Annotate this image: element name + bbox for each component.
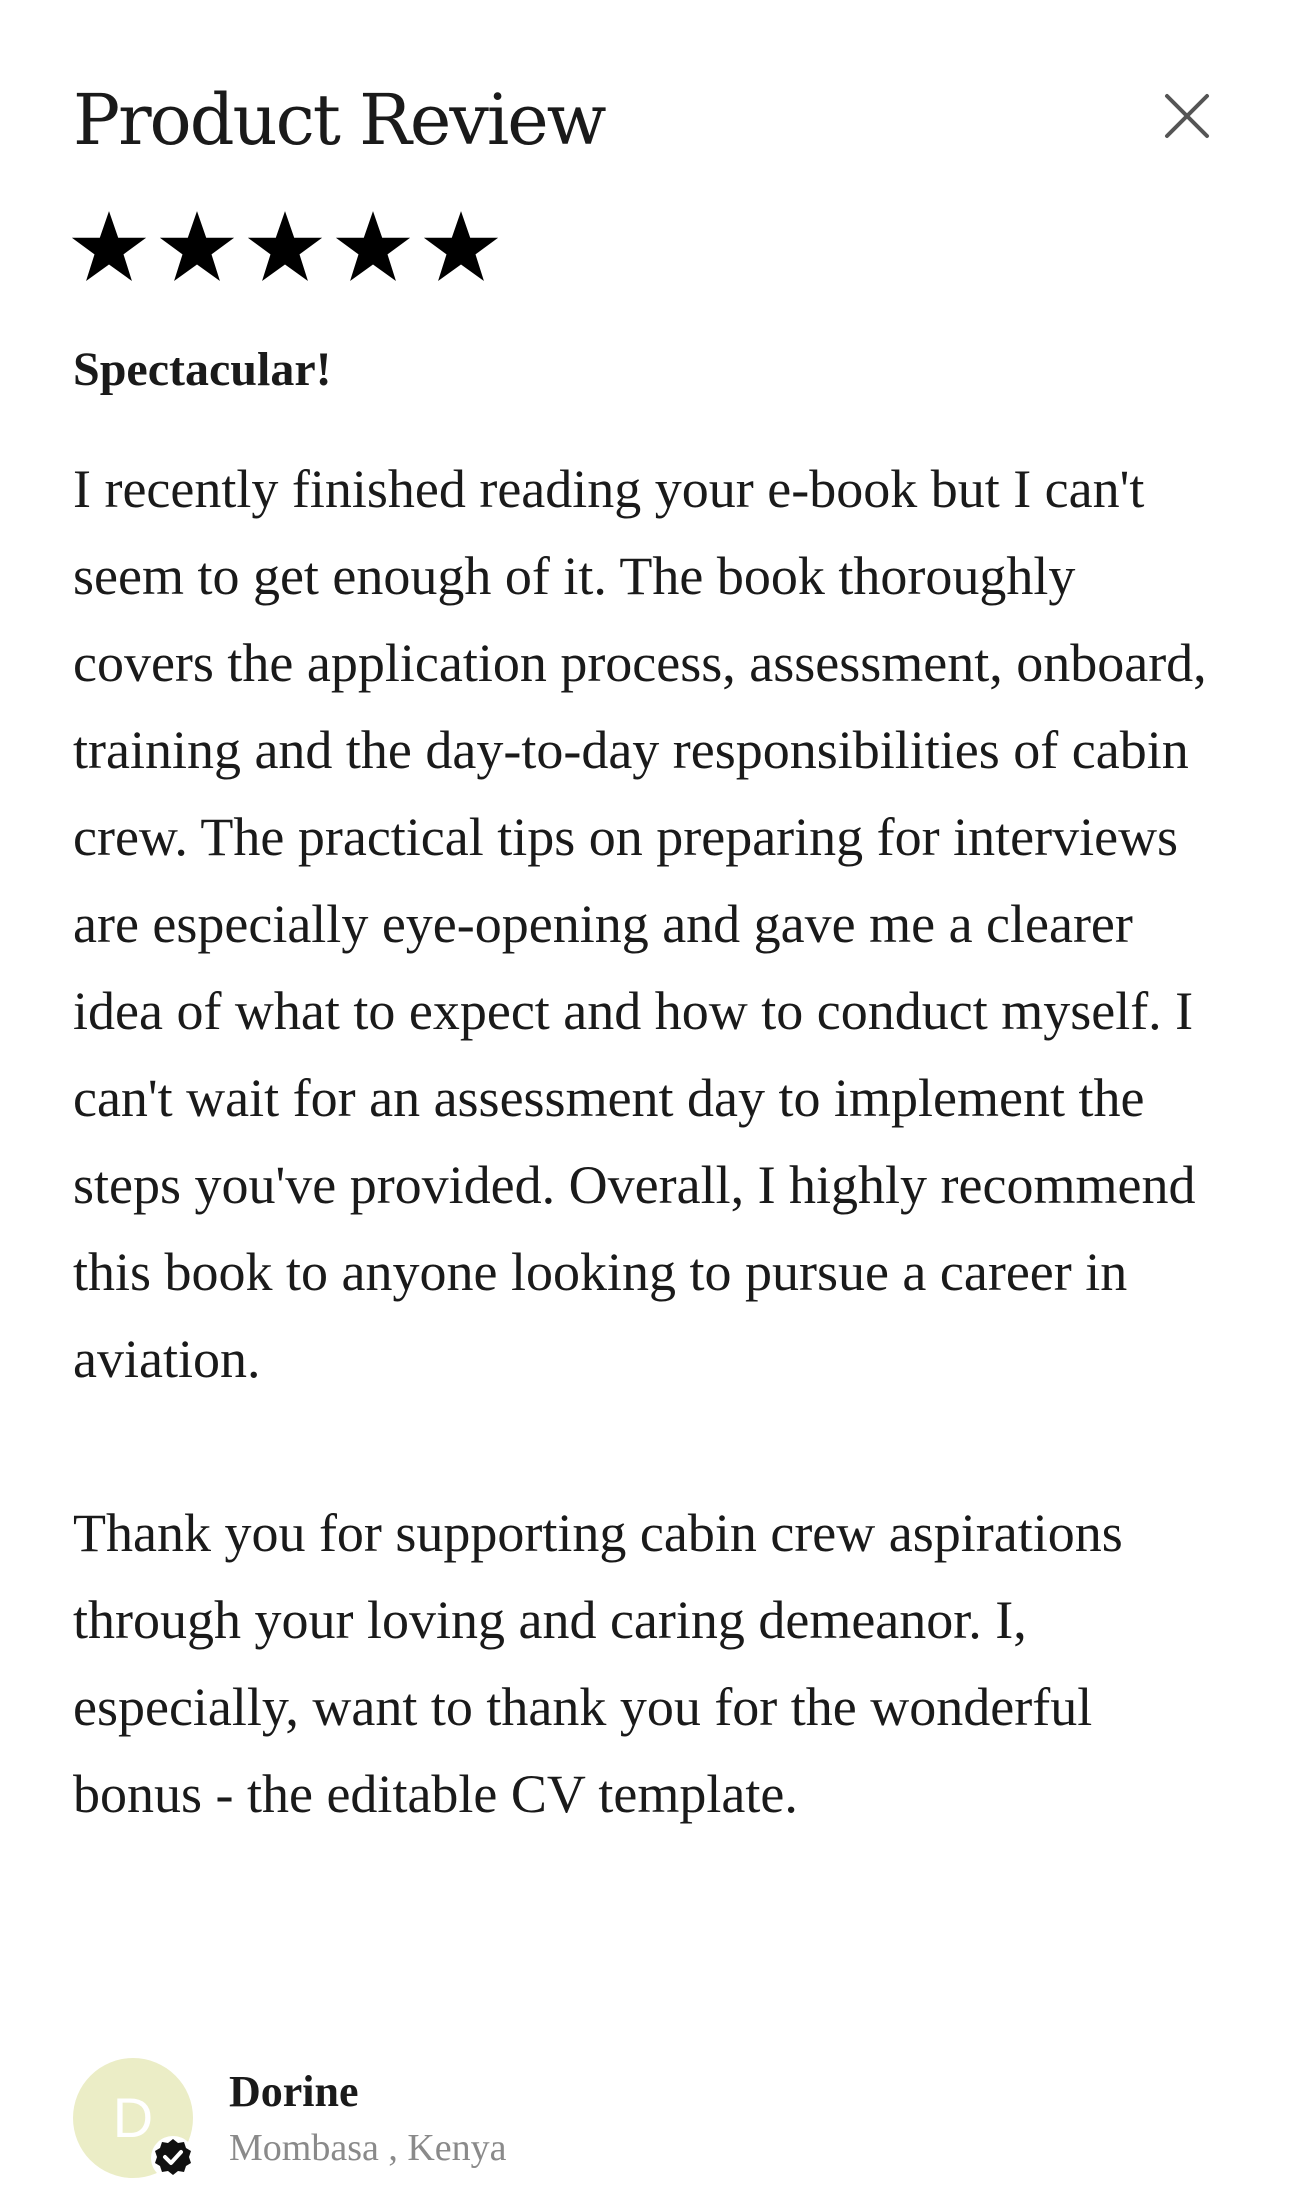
review-paragraph: I recently finished reading your e-book but I can't seem to get enough of it. The book thoroughly covers the application process, assessment, onboard, training and the day-to-day responsibilities of cabin crew. The practical tips on preparing for interviews are especially eye-opening and gave me a clearer idea of what to expect and how to conduct myself. I can't wait for an assessment day to implement the steps you've provided. Overall, I highly recommend this book to anyone looking to pursue a career in aviation. [73,459,1207,1389]
reviewer-info [73,2058,1223,2188]
review-paragraph: Thank you for supporting cabin crew aspirations through your loving and caring demeanor. I, especially, want to thank you for the wonderful bonus - the editable CV template. [73,1503,1123,1824]
star-icon [422,208,500,286]
star-icon [70,208,148,286]
close-button[interactable] [1151,80,1223,152]
review-header [73,70,1223,190]
close-icon [1151,80,1223,152]
star-icon [158,208,236,286]
review-title: Spectacular! [73,343,332,396]
review-body [73,446,1223,1838]
star-icon [246,208,324,286]
reviewer-name: Dorine [229,2067,359,2116]
page-title: Product Review [73,79,605,161]
star-rating [70,208,500,286]
avatar: D [73,2058,193,2178]
star-icon [334,208,412,286]
reviewer-location: Mombasa , Kenya [229,2127,507,2169]
verified-check-icon [149,2134,197,2182]
